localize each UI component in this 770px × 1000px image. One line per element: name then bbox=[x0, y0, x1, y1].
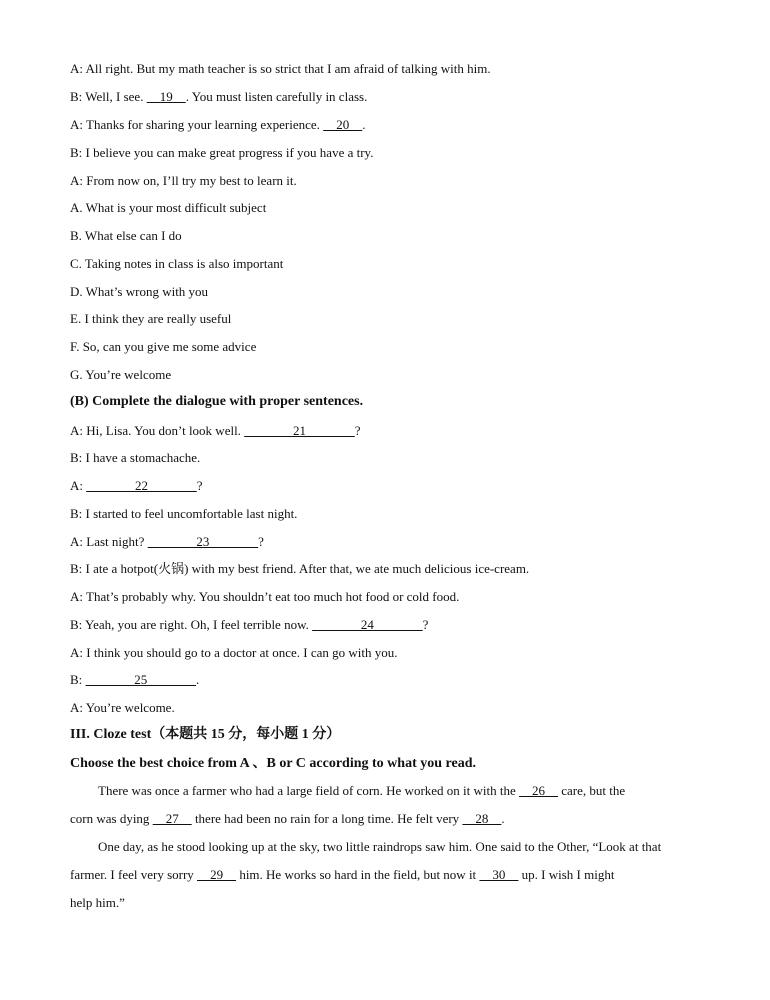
dialogue-line: A: From now on, I’ll try my best to learn it. bbox=[70, 173, 297, 188]
dialogue-line: A: All right. But my math teacher is so strict that I am afraid of talking with him. bbox=[70, 61, 491, 76]
section-iii-heading: III. Cloze test（本题共 15 分，每小题 1 分） bbox=[70, 727, 341, 742]
dialogue-line: A: I think you should go to a doctor at once. I can go with you. bbox=[70, 645, 398, 660]
line-text: there had been no rain for a long time. He felt very bbox=[191, 811, 463, 826]
line-text: ? bbox=[354, 423, 361, 438]
option-c: C. Taking notes in class is also important bbox=[70, 256, 284, 271]
dialogue-line: B: I ate a hotpot(火锅) with my best friend. After that, we ate much delicious ice-cream. bbox=[70, 561, 530, 576]
line-text: him. He works so hard in the field, but now it bbox=[236, 867, 480, 882]
line-text: . You must listen carefully in class. bbox=[185, 89, 368, 104]
option-e: E. I think they are really useful bbox=[70, 311, 232, 326]
option-d: D. What’s wrong with you bbox=[70, 284, 209, 299]
dialogue-line-blank-21 bbox=[70, 423, 710, 439]
line-text: A: Thanks for sharing your learning experience. bbox=[70, 117, 324, 132]
line-text: There was once a farmer who had a large field of corn. He worked on it with the bbox=[98, 783, 520, 798]
line-text: B: bbox=[70, 672, 86, 687]
line-text: . bbox=[501, 811, 505, 826]
dialogue-line-blank-23 bbox=[70, 534, 710, 550]
passage-line-blanks-27-28 bbox=[70, 811, 710, 827]
passage-line: help him.” bbox=[70, 895, 125, 910]
line-text: care, but the bbox=[558, 783, 626, 798]
blank-19: 19 bbox=[146, 89, 186, 104]
line-text: B: Yeah, you are right. Oh, I feel terrible now. bbox=[70, 617, 313, 632]
line-text: . bbox=[362, 117, 366, 132]
option-f: F. So, can you give me some advice bbox=[70, 339, 257, 354]
option-a: A. What is your most difficult subject bbox=[70, 200, 267, 215]
blank-29: 29 bbox=[197, 867, 237, 882]
passage-line: One day, as he stood looking up at the sky, two little raindrops saw him. One said to the Other, “Look at that bbox=[98, 839, 662, 854]
dialogue-line: A: You’re welcome. bbox=[70, 700, 175, 715]
dialogue-line-blank-20 bbox=[70, 117, 710, 133]
blank-27: 27 bbox=[152, 811, 192, 826]
line-text: corn was dying bbox=[70, 811, 153, 826]
line-text: farmer. I feel very sorry bbox=[70, 867, 198, 882]
blank-30: 30 bbox=[479, 867, 519, 882]
cloze-instructions: Choose the best choice from A 、B or C according to what you read. bbox=[70, 756, 476, 771]
dialogue-line-blank-22 bbox=[70, 478, 710, 494]
line-text: ? bbox=[196, 478, 203, 493]
blank-25: 25 bbox=[85, 672, 197, 687]
blank-24: 24 bbox=[312, 617, 423, 632]
blank-20: 20 bbox=[323, 117, 363, 132]
dialogue-line-blank-25 bbox=[70, 672, 710, 688]
blank-21: 21 bbox=[244, 423, 355, 438]
line-text: up. I wish I might bbox=[518, 867, 615, 882]
blank-28: 28 bbox=[462, 811, 502, 826]
option-b: B. What else can I do bbox=[70, 228, 182, 243]
blank-22: 22 bbox=[86, 478, 197, 493]
dialogue-line: A: That’s probably why. You shouldn’t eat too much hot food or cold food. bbox=[70, 589, 460, 604]
line-text: . bbox=[196, 672, 200, 687]
passage-line-blank-26 bbox=[98, 783, 710, 799]
line-text: ? bbox=[422, 617, 429, 632]
dialogue-line: B: I started to feel uncomfortable last night. bbox=[70, 506, 298, 521]
line-text: ? bbox=[258, 534, 264, 549]
line-text: B: Well, I see. bbox=[70, 89, 147, 104]
blank-23: 23 bbox=[147, 534, 259, 549]
dialogue-line: B: I believe you can make great progress if you have a try. bbox=[70, 145, 374, 160]
line-text: A: Last night? bbox=[70, 534, 148, 549]
passage-line-blanks-29-30 bbox=[70, 867, 710, 883]
dialogue-line-blank-19 bbox=[70, 89, 710, 105]
blank-26: 26 bbox=[519, 783, 559, 798]
dialogue-line: B: I have a stomachache. bbox=[70, 450, 201, 465]
section-b-heading: (B) Complete the dialogue with proper sentences. bbox=[70, 394, 364, 409]
line-text: A: bbox=[70, 478, 87, 493]
option-g: G. You’re welcome bbox=[70, 367, 172, 382]
line-text: A: Hi, Lisa. You don’t look well. bbox=[70, 423, 245, 438]
dialogue-line-blank-24 bbox=[70, 617, 710, 633]
